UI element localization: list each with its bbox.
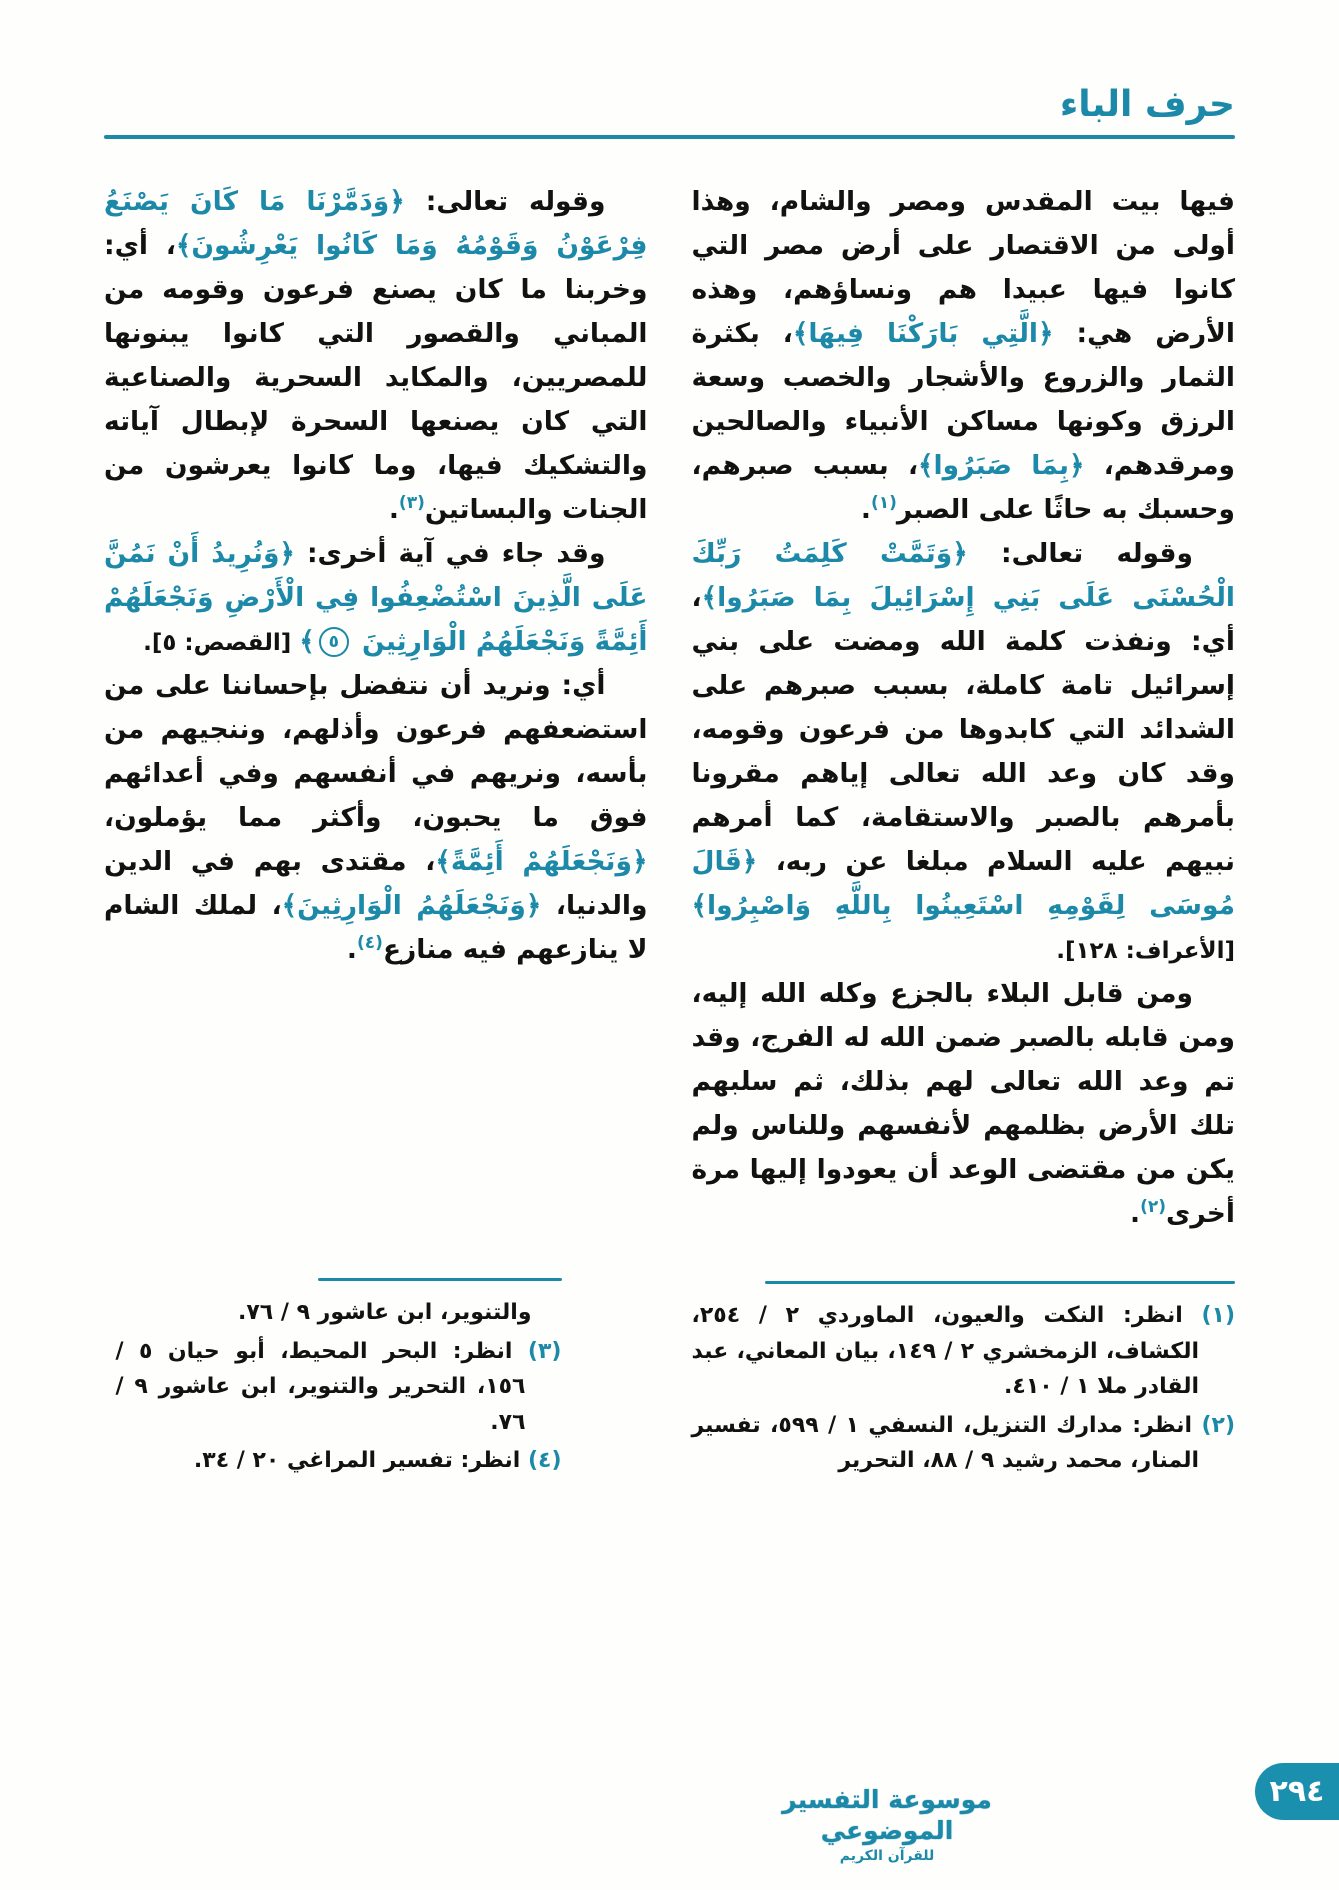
paragraph	[104, 664, 648, 972]
column-left	[104, 180, 648, 1482]
footnote-item	[692, 1408, 1236, 1479]
paragraph	[692, 180, 1236, 532]
footnote-text: انظر: النكت والعيون، الماوردي ٢ / ٢٥٤، الكشاف، الزمخشري ٢ / ١٤٩، بيان المعاني، عبد القادر ملا ١ / ٤١٠.	[691, 1302, 1199, 1400]
footnote-ref: (٤)	[357, 932, 383, 953]
paragraph	[692, 972, 1236, 1236]
text-run: ، مقتدى بهم في الدين والدنيا،	[104, 845, 648, 921]
verse-reference: [الأعراف: ١٢٨].	[1056, 937, 1235, 964]
footnote-marker: (٤)	[527, 1448, 562, 1474]
footnote-item	[116, 1443, 562, 1479]
paragraph	[104, 532, 648, 664]
footnote-marker: (٣)	[527, 1338, 562, 1364]
footnote-item	[116, 1295, 562, 1331]
footnote-rule	[765, 1281, 1235, 1284]
quran-quote: ﴿وَتَمَّتْ كَلِمَتُ رَبِّكَ الْحُسْنَى عَلَى بَنِي إِسْرَائِيلَ بِمَا صَبَرُوا﴾	[691, 537, 1235, 613]
footnote-ref: (١)	[870, 492, 897, 513]
footnotes-right	[692, 1281, 1236, 1482]
text-run: ، أي: وخربنا ما كان يصنع فرعون وقومه من المباني والقصور التي كانوا يبنونها للمصريين، والمكايد السحرية والصناعية التي كان يصنعها السحرة لإبطال آياته والتشكيك فيها، وما كانوا يعرشون من الجنات والبساتين	[104, 229, 648, 525]
section-title: حرف الباء	[1059, 84, 1235, 125]
footnote-text: انظر: تفسير المراغي ٢٠ / ٣٤.	[193, 1448, 521, 1474]
quran-quote: ﴿وَنَجْعَلَهُمْ أَئِمَّةً﴾	[435, 845, 648, 877]
ayah-number: ٥	[319, 627, 349, 657]
column-left-text	[104, 180, 648, 972]
publisher-logo-subtitle: للقرآن الكريم	[839, 1848, 935, 1864]
text-run: وقد جاء في آية أخرى:	[294, 537, 606, 569]
footnotes-right-list	[692, 1298, 1236, 1479]
column-right-text	[692, 180, 1236, 1236]
quran-quote: ﴿بِمَا صَبَرُوا﴾	[918, 449, 1085, 481]
text-run: .	[1130, 1197, 1141, 1229]
publisher-logo-title: موسوعة التفسير الموضوعي	[782, 1784, 992, 1845]
main-content	[104, 180, 1235, 1482]
footnote-text: انظر: مدارك التنزيل، النسفي ١ / ٥٩٩، تفسير المنار، محمد رشيد ٩ / ٨٨، التحرير	[691, 1412, 1199, 1474]
text-run: ، لملك الشام لا ينازعهم فيه منازع	[104, 889, 648, 965]
text-run: فيها بيت المقدس ومصر والشام، وهذا أولى من الاقتصار على أرض مصر التي كانوا فيها عبيدا هم ونساؤهم، وهذه الأرض هي:	[691, 186, 1235, 349]
footnote-marker: (١)	[1201, 1302, 1235, 1328]
page-header	[104, 84, 1235, 139]
page-number: ٢٩٤	[1269, 1774, 1325, 1809]
verse-reference: [القصص: ٥].	[143, 629, 300, 656]
quran-quote: ﴿الَّتِي بَارَكْنَا فِيهَا﴾	[792, 317, 1054, 349]
footnotes-left	[116, 1278, 562, 1482]
text-run: .	[388, 493, 399, 525]
quran-quote: ﴾	[299, 625, 315, 657]
quran-quote: ﴿وَدَمَّرْنَا مَا كَانَ يَصْنَعُ فِرْعَوْنُ وَقَوْمُهُ وَمَا كَانُوا يَعْرِشُونَ﴾	[104, 186, 648, 261]
paragraph	[104, 180, 648, 532]
text-run: ، بسبب صبرهم، وحسبك به حاثًا على الصبر	[691, 449, 1235, 525]
paragraph	[692, 532, 1236, 972]
text-run: .	[346, 933, 357, 965]
page-number-badge	[1255, 1763, 1339, 1820]
publisher-logo	[771, 1784, 1003, 1865]
text-run: .	[860, 493, 871, 525]
footnote-item	[692, 1298, 1236, 1405]
text-run: وقوله تعالى:	[967, 537, 1193, 569]
footnote-rule	[318, 1278, 562, 1281]
quran-quote: ﴿وَنُرِيدُ أَنْ نَمُنَّ عَلَى الَّذِينَ اسْتُضْعِفُوا فِي الْأَرْضِ وَنَجْعَلَهُمْ أَئِمَّةً وَنَجْعَلَهُمُ الْوَارِثِينَ	[104, 537, 648, 657]
footnote-marker: (٢)	[1201, 1412, 1236, 1438]
text-run: ومن قابل البلاء بالجزع وكله الله إليه، ومن قابله بالصبر ضمن الله له الفرج، وقد تم وعد الله تعالى لهم بذلك، ثم سلبهم تلك الأرض بظلمهم لأنفسهم وللناس ولم يكن من مقتضى الوعد أن يعودوا إليها مرة أخرى	[691, 977, 1235, 1229]
text-run: ، أي: ونفذت كلمة الله ومضت على بني إسرائيل تامة كاملة، بسبب صبرهم على الشدائد التي كابدوها من فرعون وقومه، وقد كان وعد الله تعالى إياهم مقرونا بأمرهم بالصبر والاستقامة، كما أمرهم نبيهم عليه السلام مبلغا عن ربه،	[691, 581, 1235, 877]
footnote-ref: (٢)	[1140, 1196, 1167, 1217]
footnote-ref: (٣)	[398, 492, 425, 513]
text-run: ، بكثرة الثمار والزروع والأشجار والخصب وسعة الرزق وكونها مساكن الأنبياء والصالحين ومرقدهم،	[691, 317, 1235, 481]
text-run: أي: ونريد أن نتفضل بإحساننا على من استضعفهم فرعون وأذلهم، وننجيهم من بأسه، ونريهم في أنفسهم وفي أعدائهم فوق ما يحبون، وأكثر مما يؤملون،	[104, 669, 648, 833]
footnote-text: انظر: البحر المحيط، أبو حيان ٥ / ١٥٦، التحرير والتنوير، ابن عاشور ٩ / ٧٦.	[115, 1338, 526, 1435]
footnote-text: والتنوير، ابن عاشور ٩ / ٧٦.	[237, 1299, 532, 1325]
footnotes-left-list	[116, 1295, 562, 1479]
quran-quote: ﴿قَالَ مُوسَى لِقَوْمِهِ اسْتَعِينُوا بِاللَّهِ وَاصْبِرُوا﴾	[691, 845, 1235, 921]
column-right	[692, 180, 1236, 1482]
quran-quote: ﴿وَنَجْعَلَهُمُ الْوَارِثِينَ﴾	[281, 889, 542, 921]
header-rule	[104, 135, 1235, 139]
text-run: وقوله تعالى:	[404, 186, 606, 217]
footnote-item	[116, 1334, 562, 1441]
